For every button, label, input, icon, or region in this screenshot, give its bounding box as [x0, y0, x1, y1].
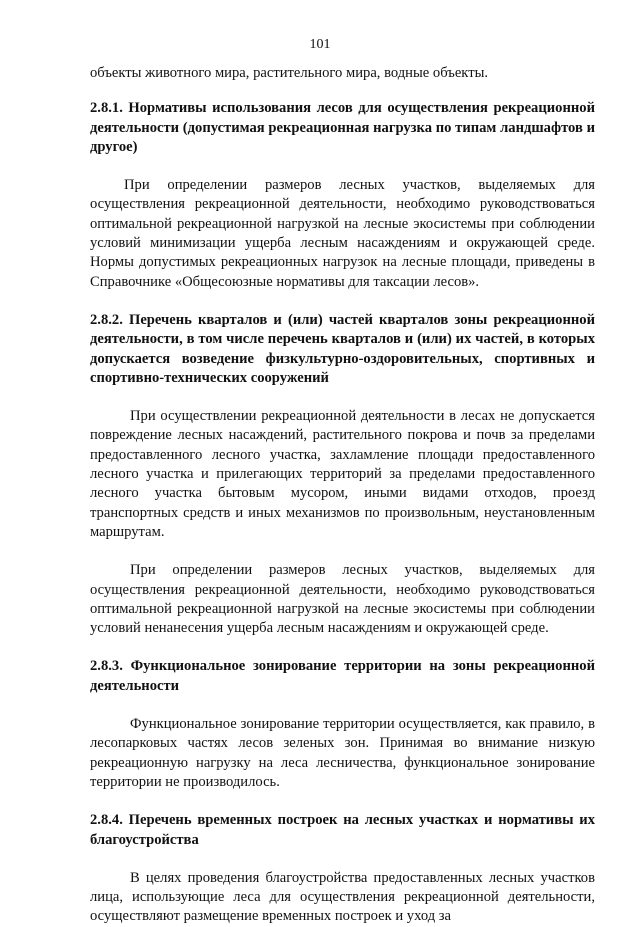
paragraph: Функциональное зонирование территории осуществляется, как правило, в лесопарковых частях лесов зеленых зон. Принимая во внимание низкую рекреационную нагрузку на леса лесничества, функциональное зонирование территории не производилось.	[90, 716, 595, 790]
section-heading-2-8-1: 2.8.1. Нормативы использования лесов для осуществления рекреационной деятельности (допустимая рекреационная нагрузка по типам ландшафтов и другое)	[90, 100, 595, 155]
section-heading-2-8-4: 2.8.4. Перечень временных построек на лесных участках и нормативы их благоустройства	[90, 812, 595, 848]
paragraph: При определении размеров лесных участков, выделяемых для осуществления рекреационной деятельности, необходимо руководствоваться оптимальной рекреационной нагрузкой на лесные экосистемы при соблюдении условий минимизации ущерба лесным насаждениям и окружающей среде. Нормы допустимых рекреационных нагрузок на лесные площади, приведены в Справочнике «Общесоюзные нормативы для таксации лесов».	[90, 177, 595, 290]
paragraph: В целях проведения благоустройства предоставленных лесных участков лица, использующие леса для осуществления рекреационной деятельности, осуществляют размещение временных построек и уход за	[90, 869, 595, 925]
section-heading-2-8-3: 2.8.3. Функциональное зонирование территории на зоны рекреационной деятельности	[90, 658, 595, 694]
document-body	[90, 64, 595, 927]
section-heading-2-8-2: 2.8.2. Перечень кварталов и (или) частей кварталов зоны рекреационной деятельности, в том числе перечень кварталов и (или) их частей, в которых допускается возведение физкультурно-оздоровительных, спортивных и спортивно-технических сооружений	[90, 311, 595, 386]
paragraph: При определении размеров лесных участков, выделяемых для осуществления рекреационной деятельности, необходимо руководствоваться оптимальной рекреационной нагрузкой на лесные экосистемы при соблюдении условий ненанесения ущерба лесным насаждениям и окружающей среде.	[90, 562, 595, 637]
continuation-text: объекты животного мира, растительного мира, водные объекты.	[90, 65, 489, 81]
paragraph: При осуществлении рекреационной деятельности в лесах не допускается повреждение лесных насаждений, растительного покрова и почв за пределами предоставленного лесного участка, захламление площади предоставленного лесного участка и прилегающих территорий за пределами предоставленного лесного участка бытовым мусором, иными видами отходов, проезд транспортных средств и иных механизмов по произвольным, неустановленным маршрутам.	[90, 408, 595, 540]
page-number: 101	[309, 37, 331, 52]
